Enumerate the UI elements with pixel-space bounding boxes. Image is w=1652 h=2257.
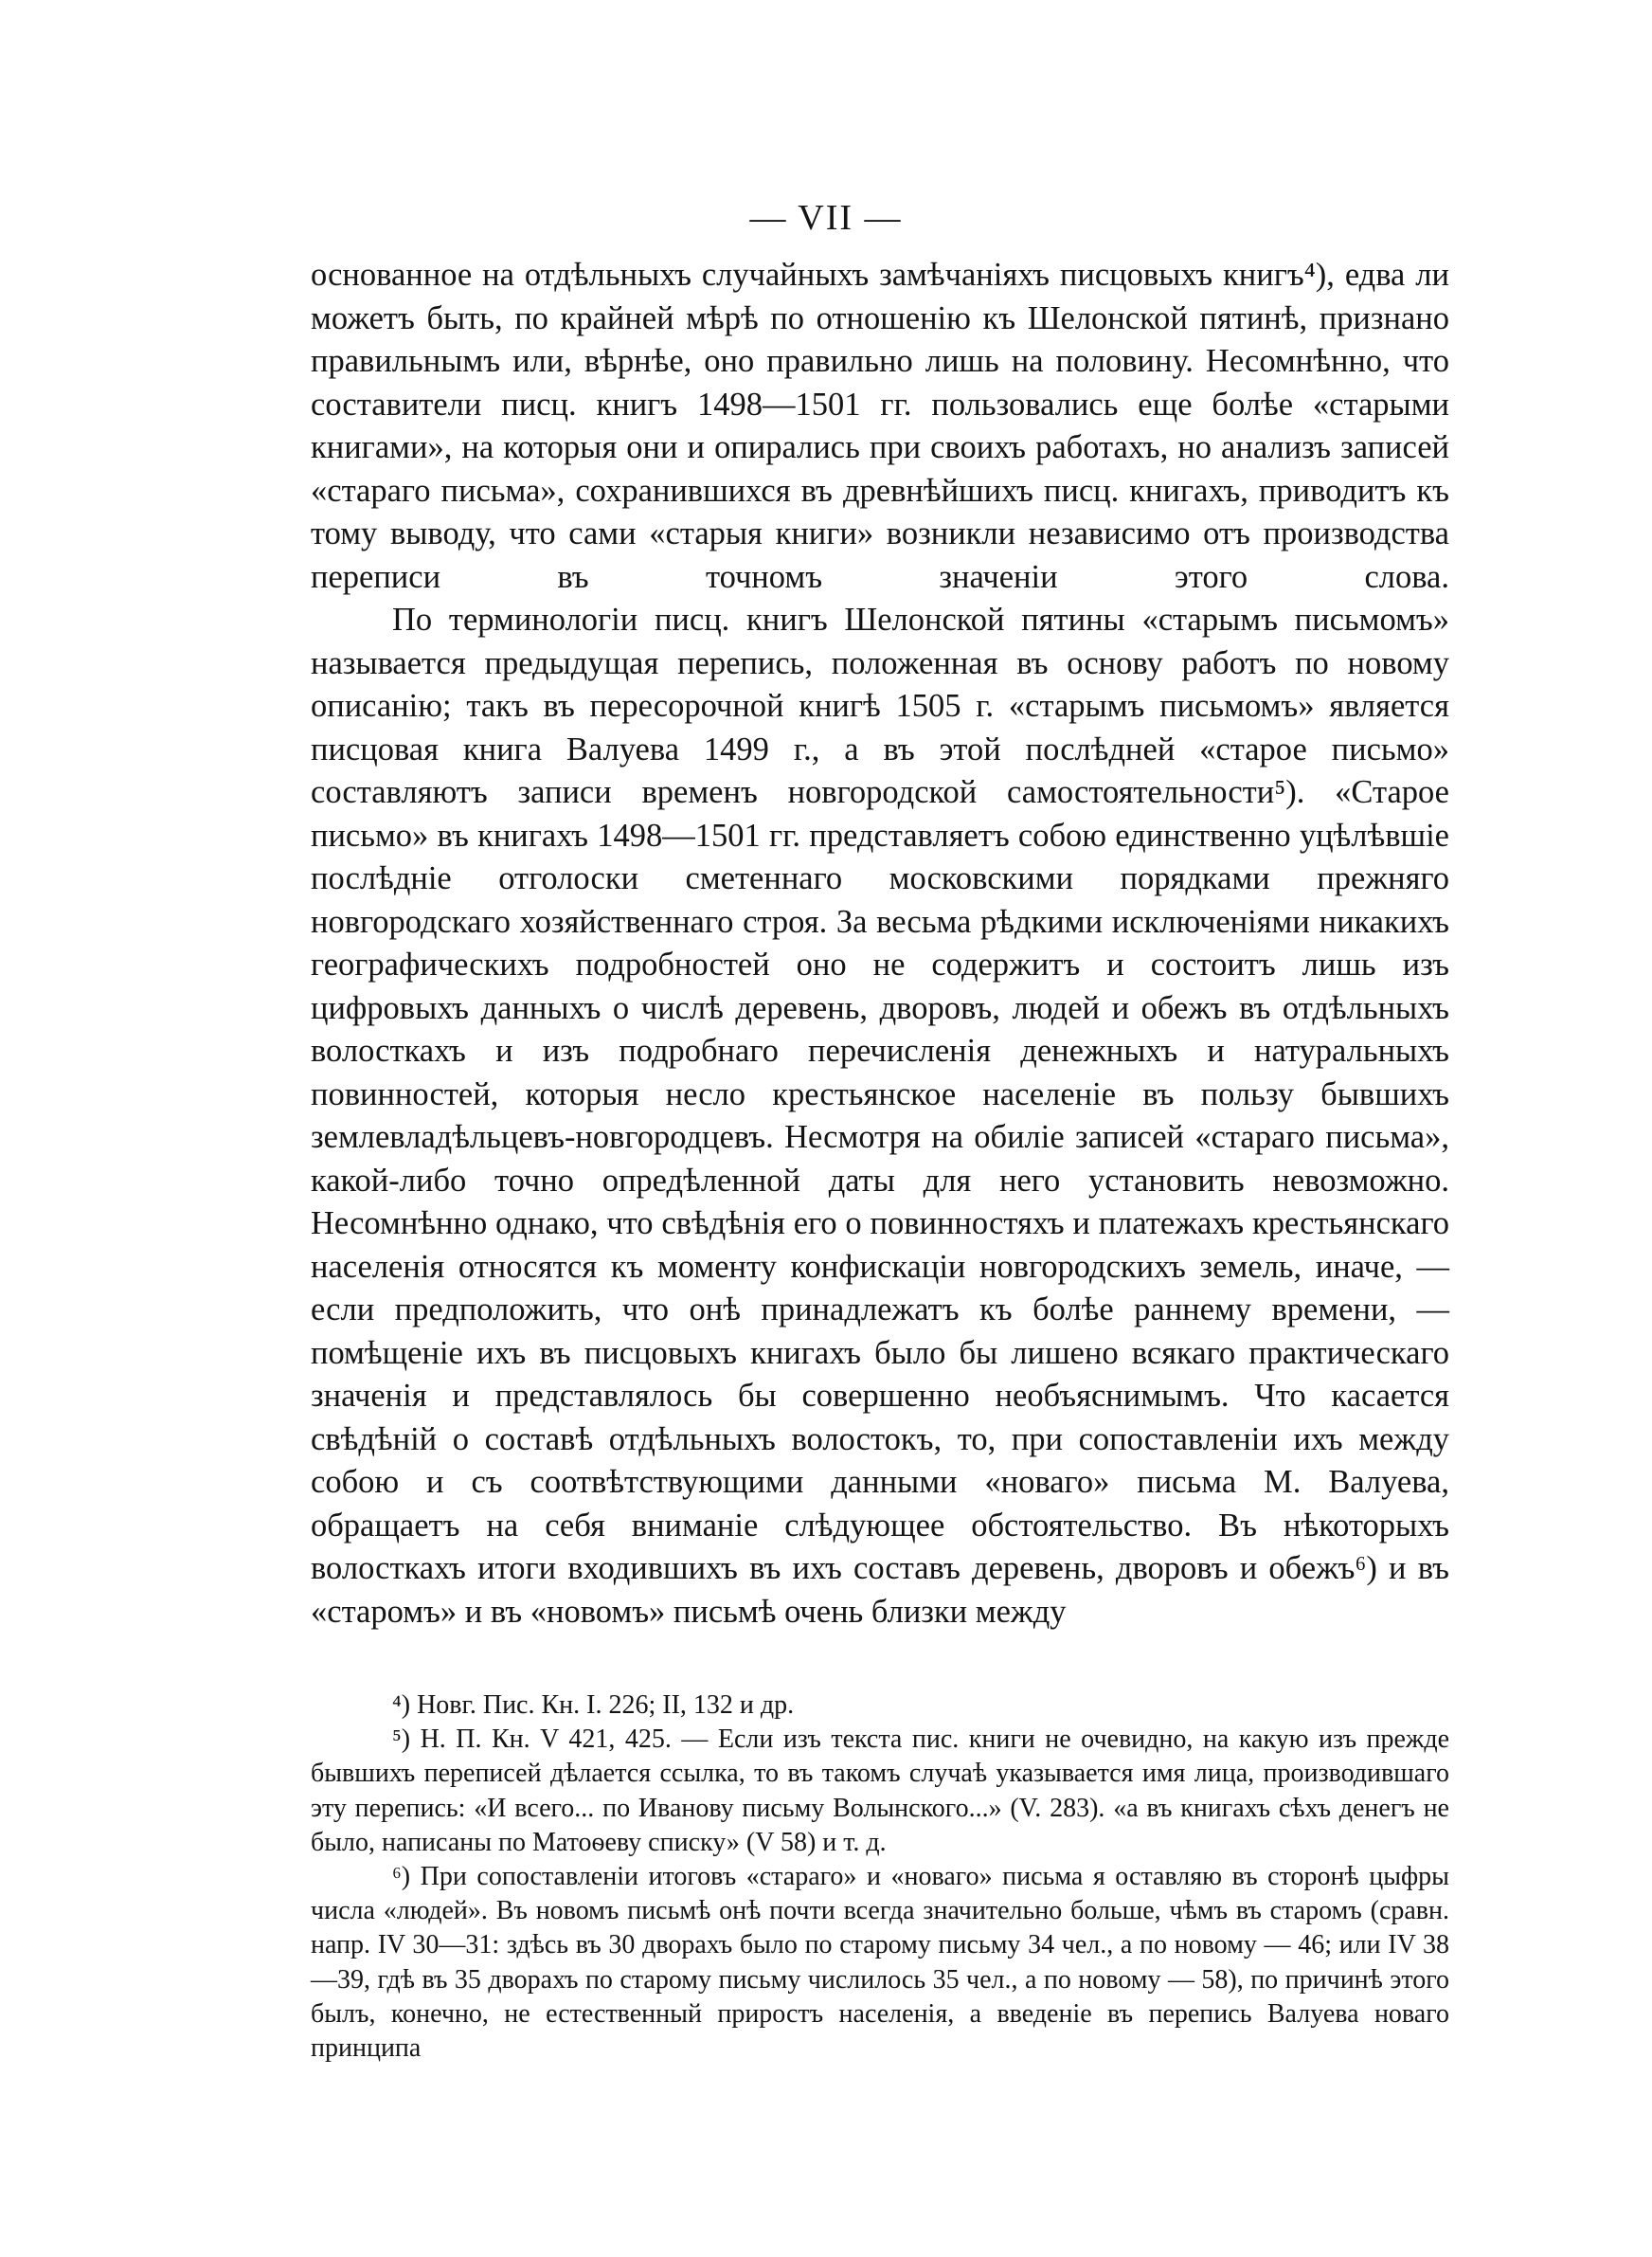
paragraph-1 bbox=[311, 254, 1449, 599]
paragraph-1-cont: ⁴), едва ли можетъ быть, по крайней мѣрѣ по отношенію къ Шелонской пятинѣ, признано правильнымъ или, вѣрнѣе, оно правильно лишь на половину. Несомнѣнно, что составители писц. книгъ 1498—1501 гг. пользовались еще болѣе «старыми книгами», на которыя они и опирались при своихъ работахъ, но анализъ записей «стараго письма», сохранившихся въ древнѣйшихъ писц. книгахъ, приводитъ къ тому выводу, что сами «старыя книги» возникли независимо отъ производства переписи въ точномъ значеніи этого слова. bbox=[311, 257, 1449, 595]
footnote-4: ⁴) Новг. Пис. Кн. I. 226; II, 132 и др. bbox=[392, 1690, 795, 1720]
footnotes bbox=[311, 1688, 1449, 2066]
page-number-header: — VII — bbox=[749, 198, 903, 238]
main-text bbox=[311, 254, 1449, 1634]
paragraph-2-tail: ⁶) и въ «старомъ» и въ «новомъ» письмѣ очень близки между bbox=[311, 1550, 1449, 1630]
paragraph-2-cont: ⁵). «Старое письмо» въ книгахъ 1498—1501 гг. представляетъ собою единственно уцѣлѣвшіе послѣдніе отголоски сметеннаго московскими порядками прежняго новгородскаго хозяйственнаго строя. За весьма рѣдкими исключеніями никакихъ географическихъ подробностей оно не содержитъ и состоитъ лишь изъ цифровыхъ данныхъ о числѣ деревень, дворовъ, людей и обежъ въ отдѣльныхъ волосткахъ и изъ подробнаго перечисленія денежныхъ и натуральныхъ повинностей, которыя несло крестьянское населеніе въ пользу бывшихъ землевладѣльцевъ-новгородцевъ. Несмотря на обиліе записей «стараго письма», какой-либо точно опредѣленной даты для него установить невозможно. Несомнѣнно однако, что свѣдѣнія его о повинностяхъ и платежахъ крестьянскаго населенія относятся къ моменту конфискаціи новгородскихъ земель, иначе, — если предположить, что онѣ принадлежатъ къ болѣе раннему времени, — помѣщеніе ихъ въ писцовыхъ книгахъ было бы лишено всякаго практическаго значенія и представлялось бы совершенно необъяснимымъ. Что касается свѣдѣній о составѣ отдѣльныхъ волостокъ, то, при сопоставленіи ихъ между собою и съ соотвѣтствующими данными «новаго» письма М. Валуева, обращаетъ на себя вниманіе слѣдующее обстоятельство. Въ нѣкоторыхъ волосткахъ итоги входившихъ въ ихъ составъ деревень, дворовъ и обежъ bbox=[311, 774, 1449, 1586]
footnote-6: ⁶) При сопоставленіи итоговъ «стараго» и «новаго» письма я оставляю въ сторонѣ цыфры числа «людей». Въ новомъ письмѣ онѣ почти всегда значительно больше, чѣмъ въ старомъ (сравн. напр. IV 30—31: здѣсь въ 30 дворахъ было по старому письму 34 чел., а по новому — 46; или IV 38—39, гдѣ въ 35 дворахъ по старому письму числилось 35 чел., а по новому — 58), по причинѣ этого былъ, конечно, не естественный приростъ населенія, а введеніе въ перепись Валуева новаго принципа bbox=[311, 1862, 1449, 2064]
paragraph-2-text: По терминологіи писц. книгъ Шелонской пятины «старымъ письмомъ» называется предыдущая перепись, положенная въ основу работъ по новому описанію; такъ въ пересорочной книгѣ 1505 г. «старымъ письмомъ» является писцовая книга Валуева 1499 г., а въ этой послѣдней «старое письмо» составляютъ записи временъ новгородской самостоятельности bbox=[311, 602, 1449, 810]
paragraph-2 bbox=[311, 599, 1449, 1634]
paragraph-1-text: основанное на отдѣльныхъ случайныхъ замѣчаніяхъ писцовыхъ книгъ bbox=[311, 257, 1304, 293]
footnote-5: ⁵) Н. П. Кн. V 421, 425. — Если изъ текста пис. книги не очевидно, на какую изъ прежде бывшихъ переписей дѣлается ссылка, то въ такомъ случаѣ указывается имя лица, производившаго эту перепись: «И всего... по Иванову письму Волынского...» (V. 283). «а въ книгахъ сѣхъ денегъ не было, написаны по Матоѳеву списку» (V 58) и т. д. bbox=[311, 1724, 1449, 1857]
